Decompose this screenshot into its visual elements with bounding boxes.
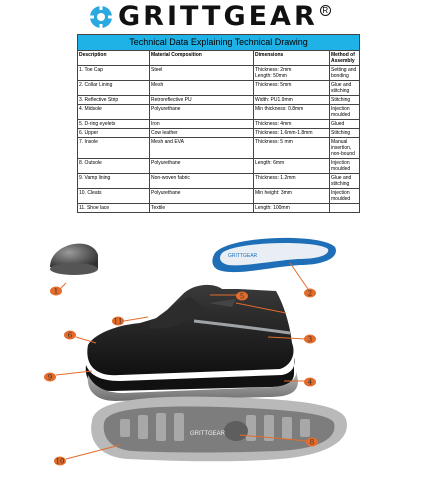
table-cell: Length: 100mm bbox=[254, 204, 330, 213]
callout-5 bbox=[236, 292, 248, 301]
callout-6 bbox=[64, 331, 76, 340]
table-cell: Stitching bbox=[330, 96, 360, 105]
boot-technical-drawing bbox=[0, 225, 433, 485]
table-cell: Thickness: 5mm bbox=[254, 81, 330, 96]
gear-icon bbox=[88, 4, 114, 30]
table-cell: Thickness: 2mm Length: 50mm bbox=[254, 66, 330, 81]
table-cell: Polyurethane bbox=[150, 105, 254, 120]
table-cell: 2. Collar Lining bbox=[78, 81, 150, 96]
callout-number: 11 bbox=[113, 317, 123, 326]
brand-logo bbox=[88, 2, 358, 32]
table-cell: Retroreflective PU bbox=[150, 96, 254, 105]
table-cell: Thickness: 1.6mm-1.8mm bbox=[254, 129, 330, 138]
table-cell: Setting and bonding bbox=[330, 66, 360, 81]
callout-number: 5 bbox=[239, 292, 245, 301]
callout-number: 4 bbox=[307, 378, 313, 387]
table-cell: 10. Cleats bbox=[78, 189, 150, 204]
table-cell: Min thickness: 0.8mm bbox=[254, 105, 330, 120]
brand-name: GRITTGEAR bbox=[118, 1, 318, 32]
insole-brand: GRITTGEAR bbox=[228, 253, 258, 259]
table-cell: Cow leather bbox=[150, 129, 254, 138]
callout-2 bbox=[304, 289, 316, 298]
table-cell: Iron bbox=[150, 120, 254, 129]
table-cell: Thickness: 5 mm bbox=[254, 138, 330, 159]
table-cell: Glue and stitching bbox=[330, 81, 360, 96]
table-cell: 9. Vamp lining bbox=[78, 174, 150, 189]
table-cell: 7. Insole bbox=[78, 138, 150, 159]
boot-image bbox=[86, 285, 298, 401]
table-cell: Thickness: 1.2mm bbox=[254, 174, 330, 189]
table-cell: 6. Upper bbox=[78, 129, 150, 138]
table-title: Technical Data Explaining Technical Drawing bbox=[78, 35, 360, 51]
column-header: Method of Assembly bbox=[330, 51, 360, 66]
table-cell: Min height: 3mm bbox=[254, 189, 330, 204]
table-cell: Polyurethane bbox=[150, 189, 254, 204]
callout-number: 2 bbox=[307, 289, 313, 298]
table-cell: Mesh bbox=[150, 81, 254, 96]
table-cell: Width: PU1.9mm bbox=[254, 96, 330, 105]
table-cell: 5. D-ring eyelets bbox=[78, 120, 150, 129]
callout-8 bbox=[306, 438, 318, 447]
callout-number: 6 bbox=[67, 331, 73, 340]
callout-3 bbox=[304, 335, 316, 344]
table-row bbox=[78, 66, 360, 81]
table-cell: Stitching bbox=[330, 129, 360, 138]
table-row bbox=[78, 138, 360, 159]
table-cell: 11. Shoe lace bbox=[78, 204, 150, 213]
insole-image bbox=[212, 238, 336, 272]
column-header: Material Composition bbox=[150, 51, 254, 66]
table-cell: Thickness: 4mm bbox=[254, 120, 330, 129]
table-cell: Mesh and EVA bbox=[150, 138, 254, 159]
table-row bbox=[78, 204, 360, 213]
table-cell: Injection moulded bbox=[330, 189, 360, 204]
callout-number: 9 bbox=[47, 373, 53, 382]
table-row bbox=[78, 129, 360, 138]
table-cell: Polyurethane bbox=[150, 159, 254, 174]
table-cell: Steel bbox=[150, 66, 254, 81]
table-cell: 3. Reflective Strip bbox=[78, 96, 150, 105]
callout-number: 10 bbox=[55, 457, 65, 466]
table-cell: Injection moulded bbox=[330, 105, 360, 120]
callout-4 bbox=[304, 378, 316, 387]
table-cell: Non-woven fabric bbox=[150, 174, 254, 189]
table-cell: 8. Outsole bbox=[78, 159, 150, 174]
toe-cap-image bbox=[50, 244, 98, 275]
table-row bbox=[78, 120, 360, 129]
callout-number: 3 bbox=[307, 335, 313, 344]
outsole-brand: GRITTGEAR bbox=[190, 431, 226, 437]
table-row bbox=[78, 81, 360, 96]
table-cell: 1. Toe Cap bbox=[78, 66, 150, 81]
table-row bbox=[78, 189, 360, 204]
column-header: Dimensions bbox=[254, 51, 330, 66]
table-cell: 4. Midsole bbox=[78, 105, 150, 120]
table-row bbox=[78, 159, 360, 174]
table-cell bbox=[330, 204, 360, 213]
callout-9 bbox=[44, 373, 56, 382]
callout-number: 8 bbox=[309, 438, 315, 447]
table-cell: Textile bbox=[150, 204, 254, 213]
callout-number: 1 bbox=[53, 287, 59, 296]
table-cell: Injection moulded bbox=[330, 159, 360, 174]
table-row bbox=[78, 105, 360, 120]
table-cell: Manual insertion, non-bound bbox=[330, 138, 360, 159]
table-header-row bbox=[78, 51, 360, 66]
callout-11 bbox=[112, 317, 124, 326]
table-row bbox=[78, 96, 360, 105]
callout-10 bbox=[54, 457, 66, 466]
table-cell: Glued bbox=[330, 120, 360, 129]
table-cell: Glue and stitching bbox=[330, 174, 360, 189]
outsole-image bbox=[91, 397, 347, 462]
callout-1 bbox=[50, 287, 62, 296]
registered-mark: R bbox=[320, 5, 331, 16]
table-cell: Length: 6mm bbox=[254, 159, 330, 174]
technical-data-table bbox=[77, 34, 360, 213]
table-row bbox=[78, 174, 360, 189]
column-header: Description bbox=[78, 51, 150, 66]
